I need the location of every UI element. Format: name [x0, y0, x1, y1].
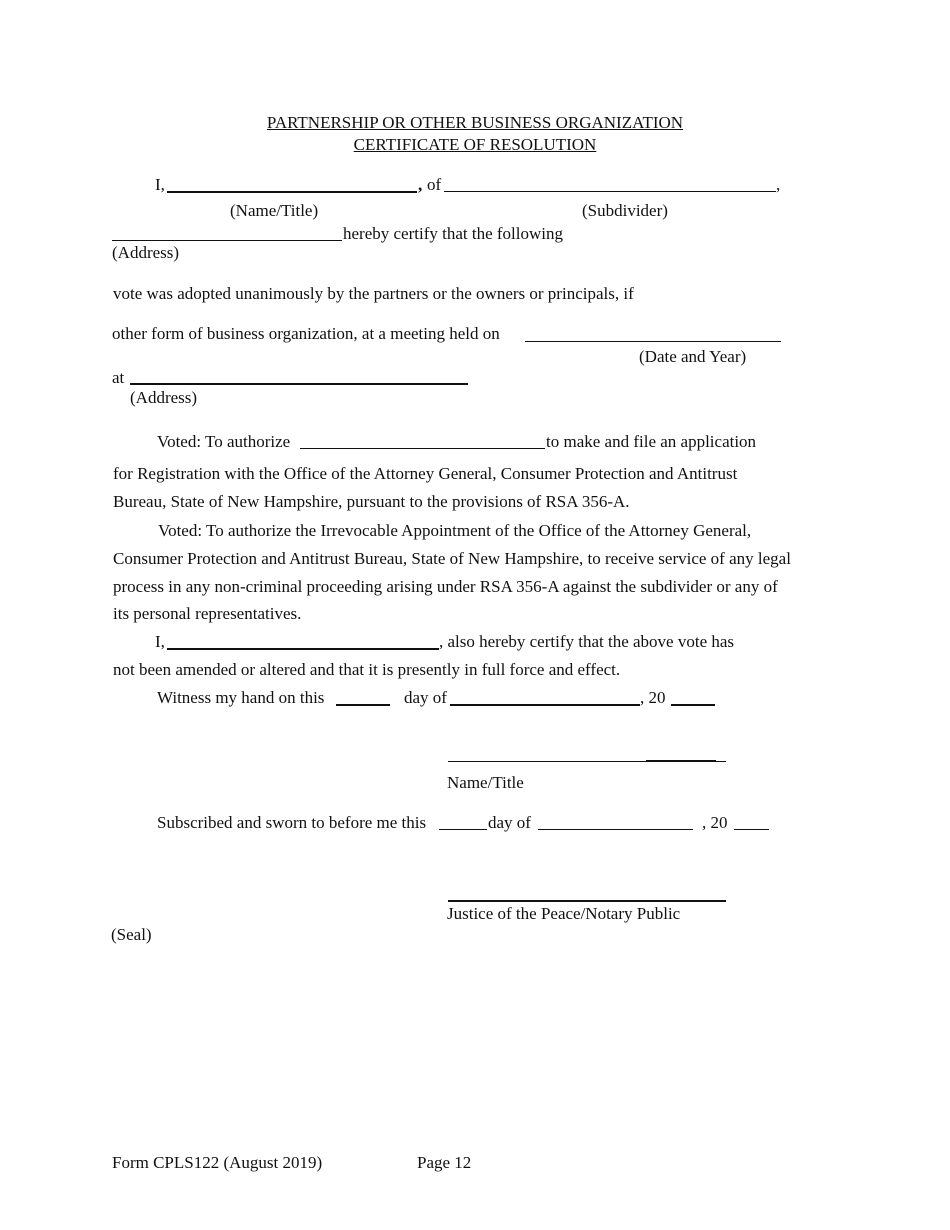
- voted1-line2: for Registration with the Office of the Attorney General, Consumer Protection and Antitrust: [113, 464, 738, 483]
- voted2-line4: its personal representatives.: [113, 604, 302, 623]
- sworn-day-field[interactable]: [439, 829, 487, 830]
- name-title-caption: (Name/Title): [230, 201, 319, 220]
- subdivider-field[interactable]: [444, 191, 776, 192]
- certify-name-field[interactable]: [167, 648, 439, 650]
- sworn-day-of: day of: [488, 813, 531, 832]
- intro-trailing-comma: ,: [776, 175, 781, 194]
- hereby-certify-text: hereby certify that the following: [343, 224, 563, 243]
- address-caption: (Address): [112, 243, 180, 262]
- sworn-month-field[interactable]: [538, 829, 693, 830]
- address-field[interactable]: [112, 240, 342, 241]
- meeting-address-field[interactable]: [130, 383, 468, 385]
- sworn-prefix: Subscribed and sworn to before me this: [157, 813, 427, 832]
- name-title-field[interactable]: [167, 191, 417, 193]
- voted2-line1: Voted: To authorize the Irrevocable Appointment of the Office of the Attorney General,: [158, 521, 752, 540]
- sworn-year-field[interactable]: [734, 829, 769, 830]
- footer-form-id: Form CPLS122 (August 2019): [112, 1153, 323, 1172]
- voted1-line3: Bureau, State of New Hampshire, pursuant to the provisions of RSA 356-A.: [113, 492, 630, 511]
- at-label: at: [112, 368, 125, 387]
- intro-of-label: of: [427, 175, 442, 194]
- notary-caption: Justice of the Peace/Notary Public: [447, 904, 681, 923]
- witness-month-field[interactable]: [450, 704, 640, 706]
- vote-adopted-text: vote was adopted unanimously by the partners or the owners or principals, if: [113, 284, 634, 303]
- witness-year-field[interactable]: [671, 704, 715, 706]
- intro-i-label: I,: [155, 175, 165, 194]
- certify-i-label: I,: [155, 632, 165, 651]
- witness-prefix: Witness my hand on this: [157, 688, 325, 707]
- form-title: PARTNERSHIP OR OTHER BUSINESS ORGANIZATION: [266, 113, 684, 132]
- witness-year-prefix: , 20: [640, 688, 666, 707]
- notary-signature-line[interactable]: [448, 900, 726, 902]
- witness-day-of: day of: [404, 688, 447, 707]
- witness-day-field[interactable]: [336, 704, 390, 706]
- seal-label: (Seal): [111, 925, 152, 944]
- certify-line2: not been amended or altered and that it is presently in full force and effect.: [113, 660, 621, 679]
- meeting-address-caption: (Address): [130, 388, 198, 407]
- certify-suffix: , also hereby certify that the above vote has: [439, 632, 735, 651]
- voted1-suffix: to make and file an application: [546, 432, 757, 451]
- signature-line-segment: [646, 760, 716, 761]
- voted2-line2: Consumer Protection and Antitrust Bureau, State of New Hampshire, to receive service of any legal: [113, 549, 791, 568]
- intro-bold-comma: ,: [418, 175, 423, 194]
- meeting-text: other form of business organization, at a meeting held on: [112, 324, 500, 343]
- voted2-line3: process in any non-criminal proceeding arising under RSA 356-A against the subdivider or any of: [113, 577, 778, 596]
- subdivider-caption: (Subdivider): [582, 201, 668, 220]
- form-subtitle: CERTIFICATE OF RESOLUTION: [353, 135, 597, 154]
- authorized-person-field[interactable]: [300, 448, 545, 449]
- signature-line[interactable]: [448, 761, 726, 762]
- meeting-date-field[interactable]: [525, 341, 781, 342]
- voted1-prefix: Voted: To authorize: [157, 432, 291, 451]
- footer-page-number: Page 12: [417, 1153, 472, 1172]
- signature-name-title-caption: Name/Title: [447, 773, 524, 792]
- sworn-year-prefix: , 20: [702, 813, 728, 832]
- date-year-caption: (Date and Year): [639, 347, 747, 366]
